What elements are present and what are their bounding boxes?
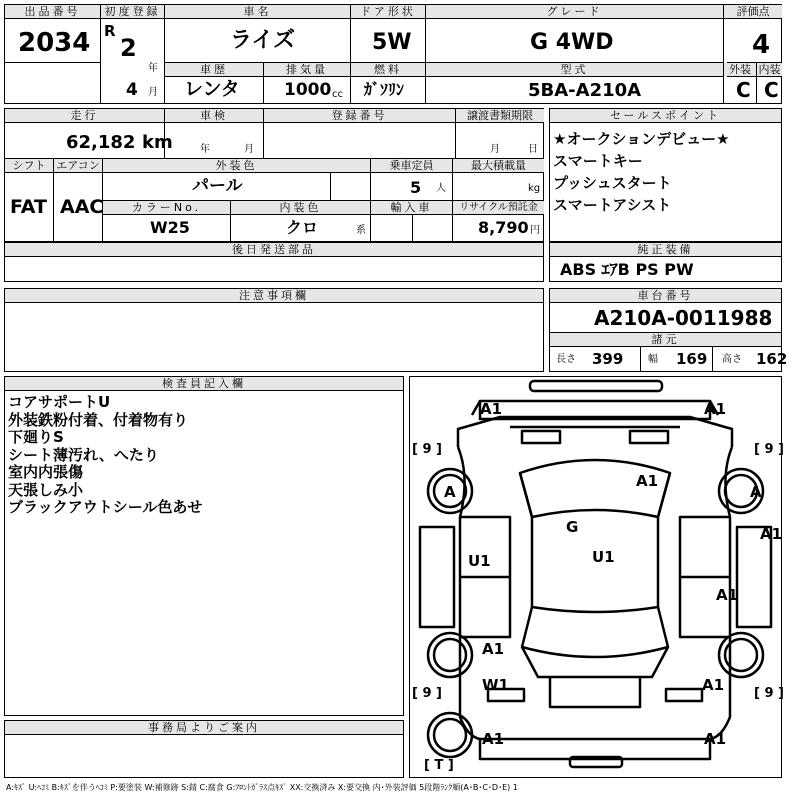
int-score: C bbox=[764, 78, 779, 102]
sales-point: ★オークションデビュー★ bbox=[553, 130, 730, 148]
import-label: 輸入車 bbox=[371, 201, 452, 214]
width-label: 幅 bbox=[648, 354, 658, 365]
mark-front-right: A1 bbox=[704, 400, 727, 418]
year-unit: 年 bbox=[148, 63, 158, 74]
era: R bbox=[104, 22, 116, 40]
tire-spare-tread: [ T ] bbox=[424, 758, 454, 773]
transfer-month-unit: 月 bbox=[490, 144, 500, 155]
car-name: ライズ bbox=[230, 28, 296, 53]
grade: G 4WD bbox=[530, 30, 614, 55]
mark-right-fender: A1 bbox=[760, 525, 783, 543]
equipment-label: 純正装備 bbox=[550, 243, 781, 257]
fuel-label: 燃料 bbox=[351, 63, 425, 76]
displacement: 1000 bbox=[284, 80, 332, 100]
later-parts-label: 後日発送部品 bbox=[5, 243, 543, 257]
month-unit: 月 bbox=[148, 87, 158, 98]
office-label: 事務局よりご案内 bbox=[5, 721, 403, 735]
chassis-label: 車台番号 bbox=[550, 289, 781, 303]
inspector-item: 天張しみ小 bbox=[8, 480, 84, 499]
sales-point: スマートアシスト bbox=[553, 196, 672, 214]
mark-rear-right: A1 bbox=[704, 730, 727, 748]
displacement-unit: cc bbox=[332, 89, 343, 100]
mark-left-front-door: U1 bbox=[468, 552, 491, 570]
recycle-unit: 円 bbox=[530, 225, 540, 236]
inspection-label: 車検 bbox=[165, 109, 263, 122]
sales-point: スマートキー bbox=[553, 152, 643, 170]
recycle: 8,790 bbox=[478, 218, 529, 237]
mark-tire-fr: A bbox=[750, 483, 762, 501]
mark-right-rear-fender: A1 bbox=[702, 676, 725, 694]
legend: A:ｷｽﾞ U:ﾍｺﾐ B:ｷｽﾞを伴うﾍｺﾐ P:要塗装 W:補修跡 S:錆 C:腐食 G:ﾌﾛﾝﾄｶﾞﾗｽ点ｷｽﾞ XX:交換済み X:要交換 内･外装評価 5段階ﾗﾝｸ順(A･B･C･D･E) 1 bbox=[6, 783, 518, 792]
length-label: 長さ bbox=[556, 354, 576, 365]
height-label: 高さ bbox=[722, 354, 742, 365]
mileage: 62,182 bbox=[66, 132, 136, 153]
inspector-item: ブラックアウトシール色あせ bbox=[8, 498, 203, 516]
specs-label: 諸元 bbox=[550, 333, 781, 347]
reg-year: 2 bbox=[120, 34, 137, 62]
sales-point: プッシュスタート bbox=[553, 174, 672, 192]
mark-left-rear-panel: W1 bbox=[482, 676, 509, 694]
inspector-label: 検査員記入欄 bbox=[5, 377, 403, 391]
inspection-year-unit: 年 bbox=[200, 144, 210, 155]
mark-roof: U1 bbox=[592, 548, 615, 566]
notes-label: 注意事項欄 bbox=[5, 289, 543, 303]
tire-rl-tread: [ 9 ] bbox=[412, 686, 442, 701]
door-type: 5W bbox=[372, 30, 412, 55]
tire-rr-tread: [ 9 ] bbox=[754, 686, 784, 701]
tire-fr-tread: [ 9 ] bbox=[754, 442, 784, 457]
aircon-label: エアコン bbox=[54, 159, 102, 172]
mark-rear-left: A1 bbox=[482, 730, 505, 748]
first-reg-label: 初度登録 bbox=[101, 5, 164, 18]
model-code: 5BA-A210A bbox=[528, 80, 642, 101]
recycle-label: リサイクル預託金 bbox=[453, 201, 544, 214]
mark-front-left: A1 bbox=[480, 400, 503, 418]
shift-label: シフト bbox=[5, 159, 53, 172]
chassis-number: A210A-0011988 bbox=[594, 306, 773, 330]
mark-right-rear-door: A1 bbox=[716, 586, 739, 604]
inspector-item: コアサポートU bbox=[8, 393, 111, 411]
lot-number: 2034 bbox=[18, 28, 91, 58]
height: 162 bbox=[756, 350, 788, 368]
transfer-label: 譲渡書類期限 bbox=[456, 109, 544, 122]
score-label: 評価点 bbox=[724, 5, 782, 18]
fuel: ｶﾞｿﾘﾝ bbox=[364, 80, 405, 99]
ext-score: C bbox=[736, 78, 751, 102]
int-score-label: 内装 bbox=[758, 63, 781, 76]
max-load-unit: kg bbox=[528, 183, 541, 194]
lot-label: 出品番号 bbox=[5, 5, 100, 18]
color-no-label: カラーNo. bbox=[103, 201, 230, 214]
length: 399 bbox=[592, 350, 624, 368]
car-name-label: 車名 bbox=[165, 5, 350, 18]
mark-windshield: G bbox=[566, 518, 579, 536]
info-block bbox=[4, 108, 544, 242]
inspection-month-unit: 月 bbox=[244, 144, 254, 155]
ext-score-label: 外装 bbox=[724, 63, 756, 76]
capacity: 5 bbox=[410, 178, 422, 197]
int-color-suffix: 系 bbox=[356, 225, 366, 236]
car-outline-svg bbox=[410, 377, 781, 777]
color-no: W25 bbox=[150, 218, 190, 237]
ext-color-label: 外装色 bbox=[103, 159, 370, 172]
history: レンタ bbox=[184, 78, 240, 100]
mileage-label: 走行 bbox=[5, 109, 164, 122]
shift: FAT bbox=[10, 196, 47, 218]
model-code-label: 型式 bbox=[426, 63, 723, 76]
width: 169 bbox=[676, 350, 708, 368]
equipment: ABS ｴｱB PS PW bbox=[560, 260, 694, 279]
aircon: AAC bbox=[60, 196, 104, 218]
inspector-item: シート薄汚れ、へたり bbox=[8, 445, 159, 464]
door-label: ドア形状 bbox=[351, 5, 425, 18]
inspector-item: 外装鉄粉付着、付着物有り bbox=[8, 410, 189, 429]
mark-tire-fl: A bbox=[444, 483, 456, 501]
reg-no-label: 登録番号 bbox=[264, 109, 455, 122]
int-color-label: 内装色 bbox=[231, 201, 370, 214]
score: 4 bbox=[752, 30, 771, 60]
ext-color: パール bbox=[192, 176, 243, 196]
displacement-label: 排気量 bbox=[264, 63, 350, 76]
transfer-day-unit: 日 bbox=[528, 144, 538, 155]
capacity-label: 乗車定員 bbox=[371, 159, 452, 172]
capacity-unit: 人 bbox=[436, 183, 446, 194]
inspector-item: 室内内張傷 bbox=[8, 463, 84, 481]
inspector-list bbox=[8, 394, 202, 517]
sales-points-label: セールスポイント bbox=[550, 109, 781, 123]
tire-fl-tread: [ 9 ] bbox=[412, 442, 442, 457]
car-diagram bbox=[409, 376, 782, 778]
history-label: 車歴 bbox=[165, 63, 263, 76]
inspector-item: 下廻りS bbox=[8, 428, 64, 446]
reg-month: 4 bbox=[126, 80, 138, 100]
sales-points-list bbox=[553, 128, 730, 216]
grade-label: グレード bbox=[426, 5, 723, 18]
mark-left-rear: A1 bbox=[482, 640, 505, 658]
int-color: クロ bbox=[286, 218, 319, 237]
mark-hood: A1 bbox=[636, 472, 659, 490]
max-load-label: 最大積載量 bbox=[453, 159, 544, 172]
mileage-unit: km bbox=[142, 132, 173, 153]
